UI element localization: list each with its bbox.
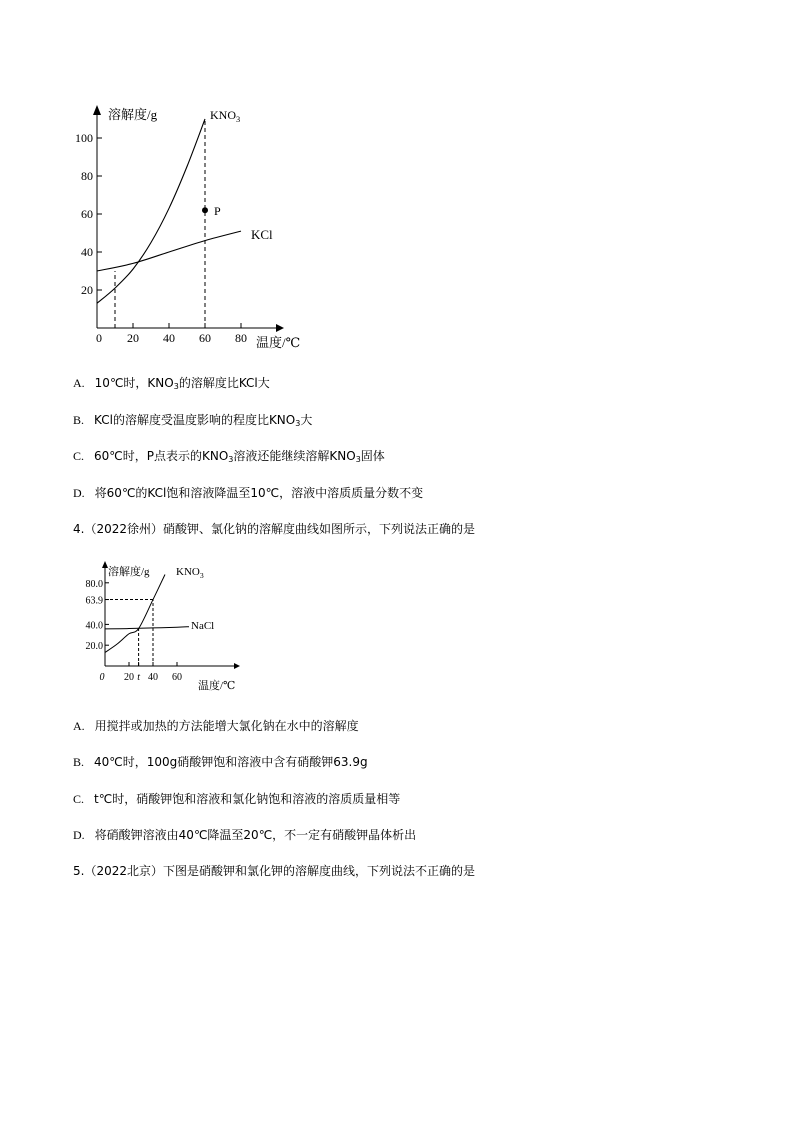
x-axis-arrow — [234, 663, 240, 669]
q3-option-a: A. 10℃时，$KNO_3$的溶解度比KCl大 — [73, 376, 270, 391]
y-tick-label: 80 — [81, 169, 93, 183]
q4-option-b: B. 40℃时，100g硝酸钾饱和溶液中含有硝酸钾63.9g — [73, 755, 368, 769]
solubility-chart-kno3-nacl — [78, 558, 258, 698]
series-line-kno3 — [105, 574, 165, 652]
q4-stem: 4.（2022徐州）硝酸钾、氯化钠的溶解度曲线如图所示，下列说法正确的是 — [73, 522, 475, 536]
q5-stem: 5.（2022北京）下图是硝酸钾和氯化钾的溶解度曲线，下列说法不正确的是 — [73, 864, 475, 878]
q4-option-a: A. 用搅拌或加热的方法能增大氯化钠在水中的溶解度 — [73, 719, 359, 733]
y-tick-label: 63.9 — [85, 595, 103, 607]
y-tick-label: 60 — [81, 207, 93, 221]
x-tick-label: 0 — [99, 672, 105, 683]
x-axis-title: 温度/℃ — [256, 335, 301, 350]
y-tick-label: 20 — [81, 283, 93, 297]
q3-option-b: B. KCl的溶解度受温度影响的程度比$KNO_3$大 — [73, 413, 313, 428]
q3-option-d: D. 将60℃的KCl饱和溶液降温至10℃，溶液中溶质质量分数不变 — [73, 486, 424, 500]
x-tick-label: 40 — [163, 331, 175, 345]
x-tick-label: 80 — [235, 331, 247, 345]
series-line-kcl — [97, 231, 241, 271]
series-label-nacl: NaCl — [191, 620, 215, 632]
x-axis-title: 温度/℃ — [198, 680, 236, 692]
x-tick-label: 60 — [172, 672, 182, 683]
y-tick-label: 40 — [81, 245, 93, 259]
solubility-chart-kno3-kcl — [60, 95, 320, 355]
series-line-kno3 — [97, 119, 205, 303]
series-label-kcl: KCl — [251, 227, 273, 242]
y-axis-title: 溶解度/g — [108, 566, 150, 578]
y-axis-title: 溶解度/g — [108, 107, 158, 122]
x-tick-label: 20 — [127, 331, 139, 345]
x-tick-label: 20 — [124, 672, 134, 683]
point-p — [202, 207, 208, 213]
x-axis-arrow — [276, 324, 284, 332]
y-tick-label: 80.0 — [85, 578, 103, 590]
x-tick-label: t — [137, 672, 140, 683]
point-p-label: P — [214, 204, 221, 219]
series-label-kno3: $KNO_3$ — [176, 566, 204, 580]
series-line-nacl — [105, 627, 189, 629]
y-axis-arrow — [93, 105, 101, 115]
x-tick-label: 60 — [199, 331, 211, 345]
y-tick-label: 40.0 — [85, 620, 103, 632]
q3-option-c: C. 60℃时，P点表示的$KNO_3$溶液还能继续溶解$KNO_3$固体 — [73, 449, 385, 464]
y-tick-label: 20.0 — [85, 641, 103, 653]
q4-option-c: C. t℃时，硝酸钾饱和溶液和氯化钠饱和溶液的溶质质量相等 — [73, 792, 401, 806]
series-label-kno3: $KNO_3$ — [210, 108, 241, 124]
x-tick-label: 40 — [148, 672, 158, 683]
q4-option-d: D. 将硝酸钾溶液由40℃降温至20℃，不一定有硝酸钾晶体析出 — [73, 828, 417, 842]
x-tick-label: 0 — [96, 331, 102, 345]
y-tick-label: 100 — [75, 131, 93, 145]
